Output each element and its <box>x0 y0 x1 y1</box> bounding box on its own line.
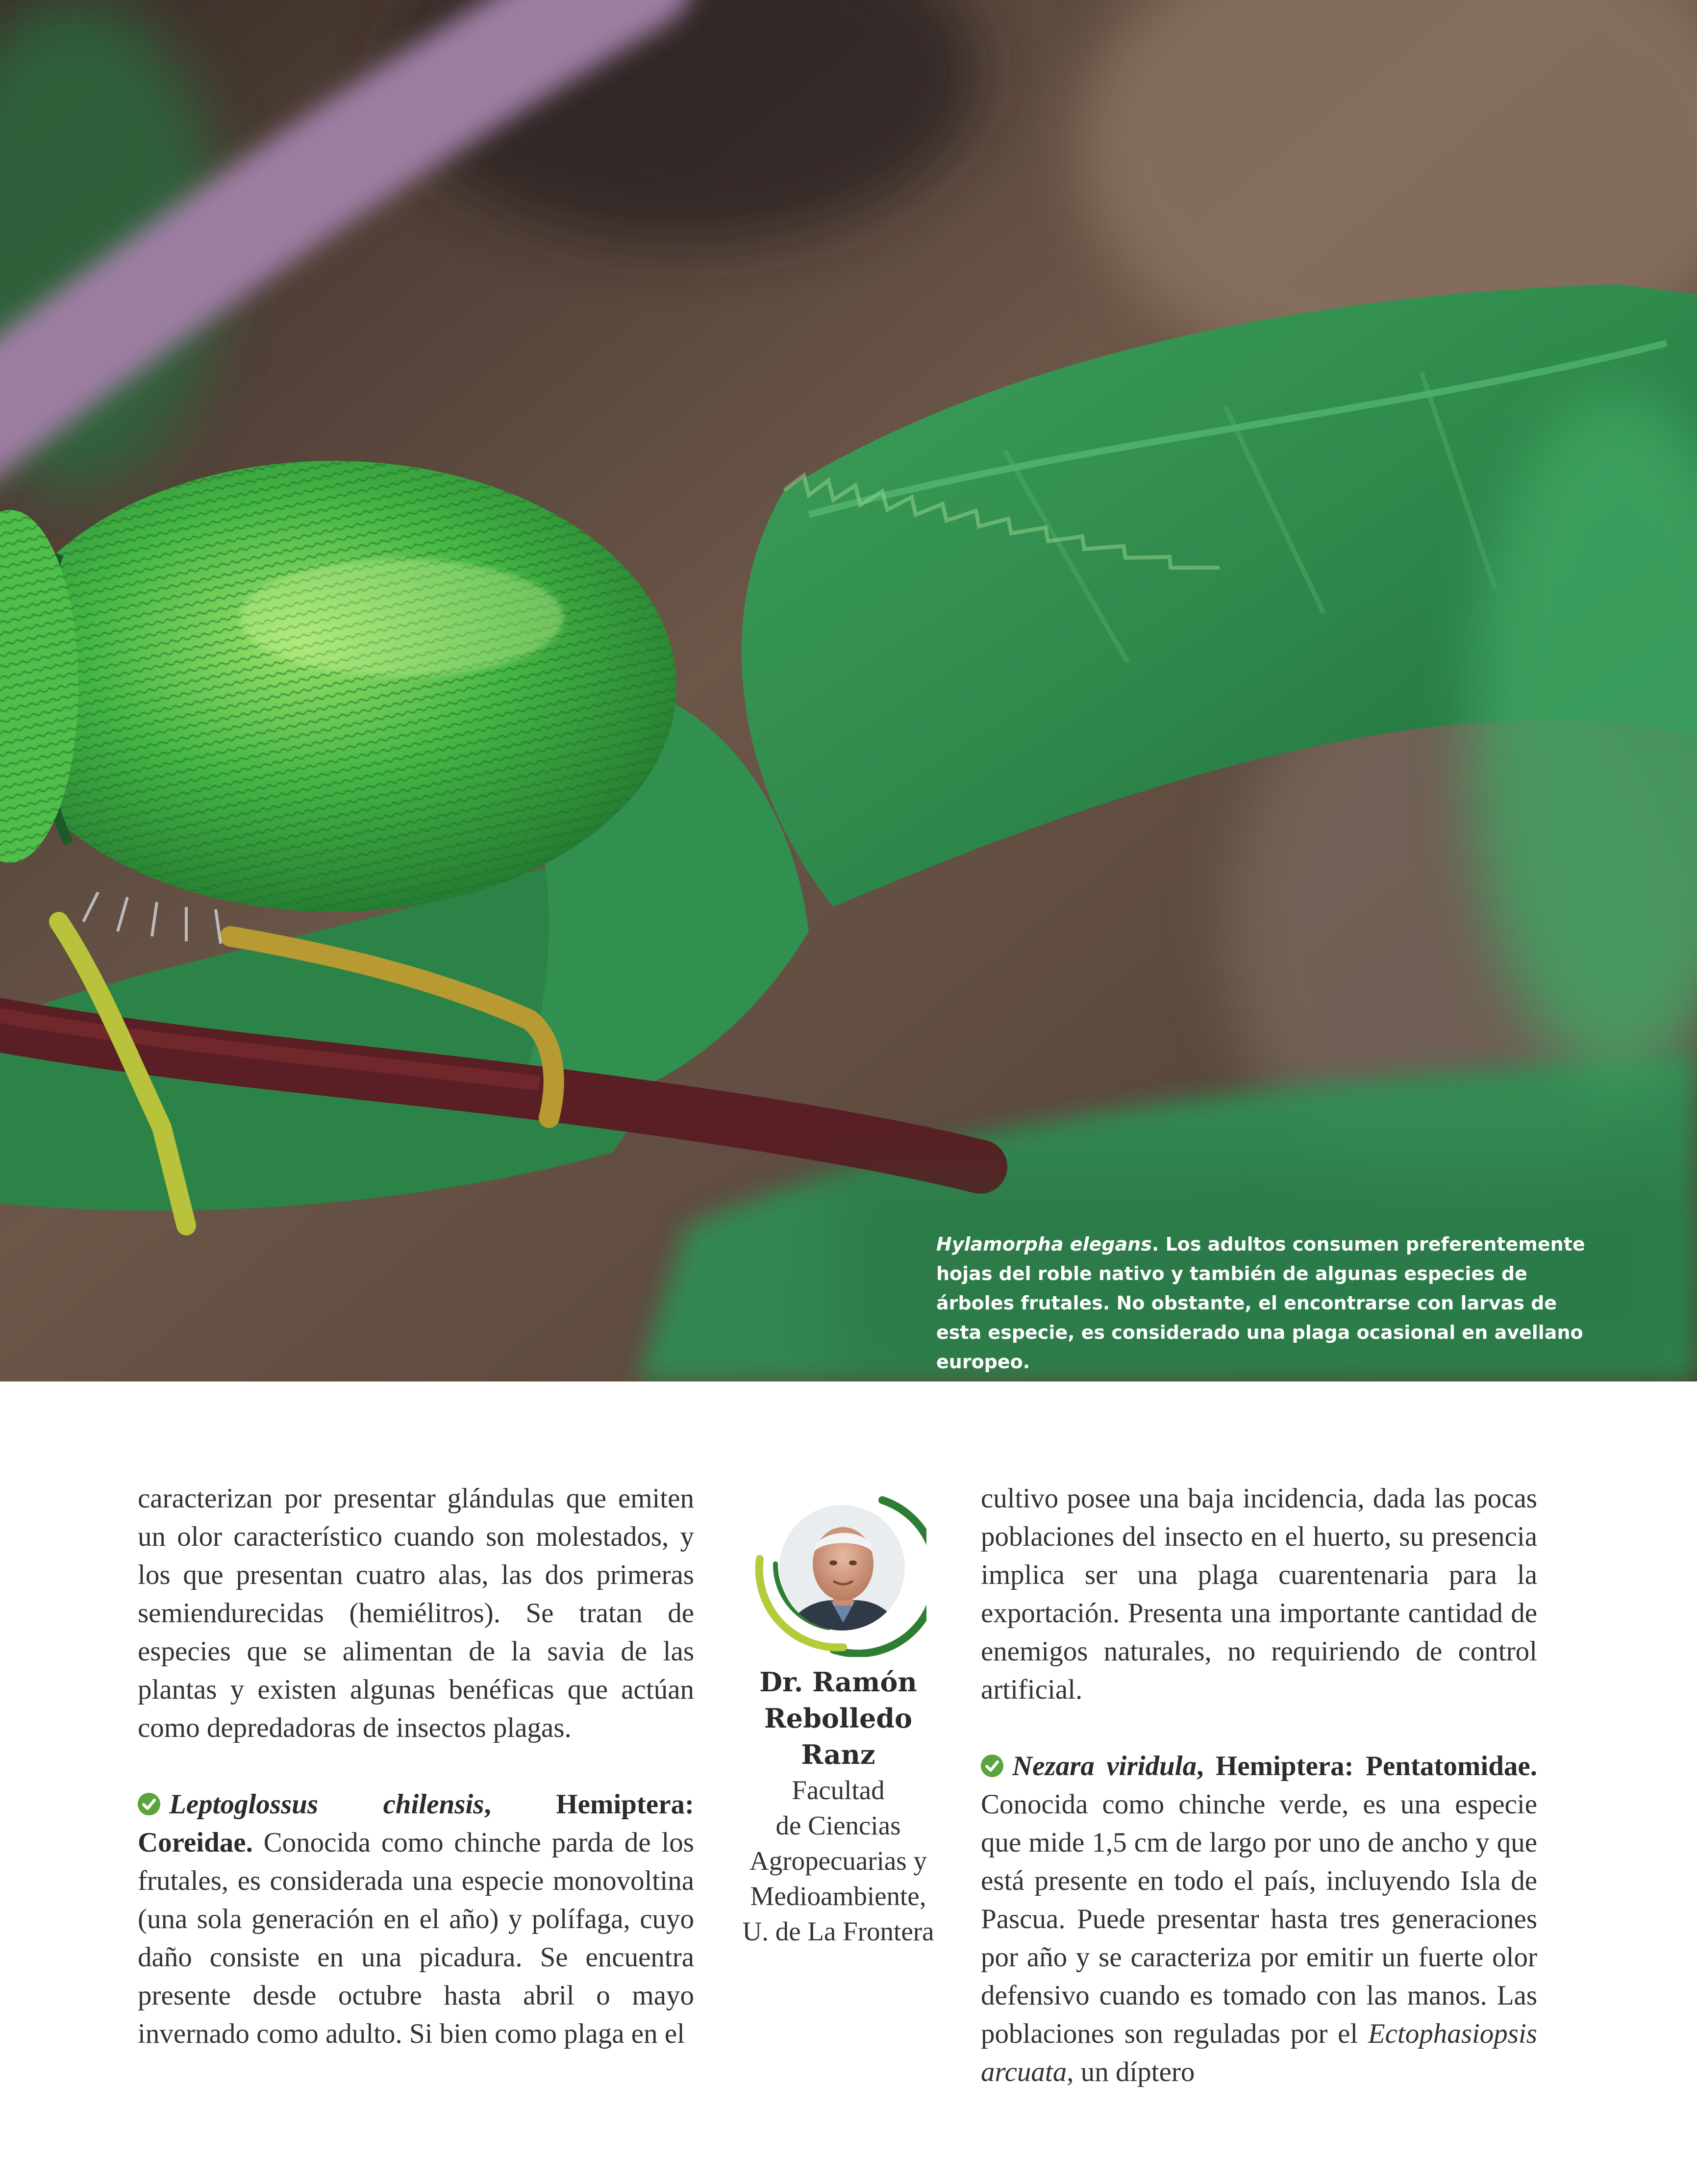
affiliation-line: Medioambiente, <box>750 1881 926 1911</box>
right-section-paragraph <box>981 1747 1537 2091</box>
family-coreidae: , Hemiptera: Coreidae. <box>138 1789 694 1858</box>
left-column <box>138 1480 694 2053</box>
species-nezara: Nezara viridula <box>1012 1751 1197 1782</box>
right-intro-paragraph: cultivo posee una baja incidencia, dada las pocas poblaciones del insecto en el huerto, su presencia implica ser una plaga cuarentenaria para la exportación. Presenta una importante cantidad de enemigos naturales, no requiriendo de control artificial. <box>981 1483 1537 1705</box>
check-circle-icon <box>138 1793 160 1815</box>
author-portrait <box>750 1481 926 1657</box>
caption-species: Hylamorpha elegans <box>936 1233 1152 1255</box>
left-section-paragraph <box>138 1785 694 2053</box>
section-heading-nezara <box>1012 1751 1537 1782</box>
avatar <box>750 1481 926 1657</box>
author-block <box>725 1481 951 1949</box>
affiliation-line: de Ciencias <box>775 1810 901 1840</box>
author-name <box>725 1664 951 1773</box>
author-affiliation <box>725 1773 951 1949</box>
species-ectophasiopsis: Ectophasiopsis arcuata <box>981 2018 1537 2087</box>
left-intro-paragraph: caracterizan por presentar glándulas que emiten un olor característico cuando son molestados, y los que presentan cuatro alas, las dos primeras semiendurecidas (hemiélitros). Se tratan de especies que se alimentan de la savia de las plantas y existen algunas benéficas que actúan como depredadoras de insectos plagas. <box>138 1483 694 1743</box>
check-circle-icon <box>981 1755 1003 1777</box>
affiliation-line: Facultad <box>792 1775 885 1805</box>
left-section-text: Conocida como chinche parda de los frutales, es considerada una especie monovoltina (una sola generación en el año) y polífaga, cuyo daño consiste en una picadura. Se encuentra presente desde octubre hasta abril o mayo invernado como adulto. Si bien como plaga en el <box>138 1827 694 2049</box>
right-column <box>981 1480 1537 2091</box>
affiliation-line: U. de La Frontera <box>742 1916 934 1946</box>
species-leptoglossus: Leptoglossus chilensis <box>169 1789 484 1820</box>
right-section-text-1: Conocida como chinche verde, es una especie que mide 1,5 cm de largo por uno de ancho y que está presente en todo el país, incluyendo Isla de Pascua. Puede presentar hasta tres generaciones por año y se caracteriza por emitir un fuerte olor defensivo cuando es tomado con las manos. Las poblaciones son reguladas por el <box>981 1789 1537 2049</box>
right-section-text-2: , un díptero <box>1067 2057 1195 2087</box>
family-pentatomidae: , Hemiptera: Pentatomidae. <box>1197 1751 1537 1782</box>
photo-caption <box>936 1230 1588 1377</box>
affiliation-line: Agropecuarias y <box>749 1846 927 1876</box>
author-name-line2: Rebolledo Ranz <box>764 1703 913 1770</box>
author-name-line1: Dr. Ramón <box>759 1666 917 1698</box>
caption-text: . Los adultos consumen preferentemente hojas del roble nativo y también de algunas especies de árboles frutales. No obstante, el encontrarse con larvas de esta especie, es considerado una plaga ocasional en avellano europeo. <box>936 1233 1585 1373</box>
